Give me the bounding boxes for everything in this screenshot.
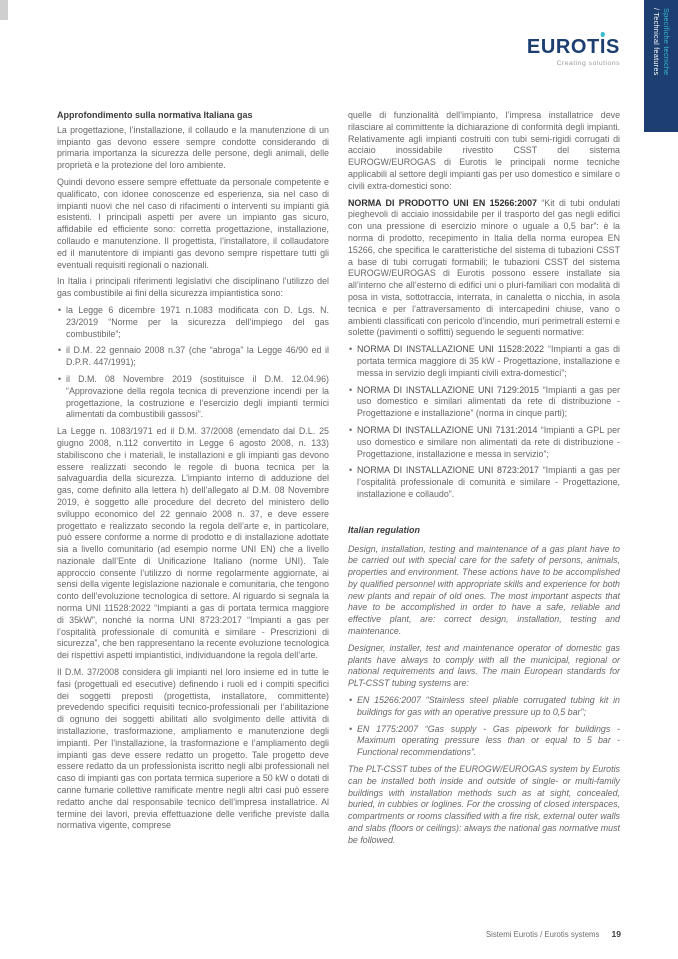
list-item <box>348 385 620 420</box>
paragraph: The PLT-CSST tubes of the EUROGW/EUROGAS system by Eurotis can be installed both inside and outside of single- or multi-family buildings with installation methods such as at sight, concealed, buried, in cubbies or loglines. For the crossing of closed interspaces, compartments or rooms classified with a fire risk, external outer walls and slabs (floors or ceilings): always the national gas normative must be followed. <box>348 764 620 845</box>
product-norm-text: “Kit di tubi ondulati pieghevoli di acciaio inossidabile per il trasporto del gas negli edifici con una pressione di esercizio minore o uguale a 0,5 bar”: è la norma di prodotto, recepimento in Italia della norma europea EN 15266, che specifica le caratteristiche del sistema di tubazioni CSST a base di tubi corrugati formabili; le tubazioni CSST del sistema EUROGW/EUROGAS di Eurotis possono essere installate sia all’interno che all’esterno di edifici uni o pluri-familiari con modalità di posa in vista, sottotraccia, interrata, in canaletta o nicchia, in asola tecnica e per l’attraversamento di intercapedini chiuse, vano o ambienti classificati con pericolo d’incendio, muri perimetrali esterni e solette (pavimenti o soffitti) seguendo le seguenti normative: <box>348 197 620 338</box>
two-column-content <box>57 110 620 852</box>
product-norm-paragraph <box>348 198 620 340</box>
left-column <box>57 110 329 852</box>
paragraph: Designer, installer, test and maintenance operator of domestic gas plants have always to comply with all the municipal, regional or national requirements and laws. The main European standards for PLT-CSST tubing systems are: <box>348 642 620 689</box>
installation-norm-text: “Impianti a gas di portata termica maggiore di 35 kW - Progettazione, installazione e messa in servizio degli impianti civili extra-domestici”; <box>357 344 621 378</box>
list-item <box>348 344 620 379</box>
section-heading: Approfondimento sulla normativa Italiana gas <box>57 110 253 120</box>
installation-norm-text: “Impianti a gas per l’ospitalità professionale di comunità e similare - Progettazione, installazione e collaudo”. <box>357 465 620 499</box>
installation-norm-title: NORMA DI INSTALLAZIONE UNI 7129:2015 <box>357 384 539 395</box>
installation-norm-title: NORMA DI INSTALLAZIONE UNI 8723:2017 <box>357 465 539 476</box>
law-references-list <box>57 305 329 421</box>
page-number: 19 <box>611 929 621 939</box>
en-standards-list <box>348 695 620 759</box>
installation-norm-title: NORMA DI INSTALLAZIONE UNI 7131:2014 <box>357 424 538 435</box>
paragraph: Il D.M. 37/2008 considera gli impianti nel loro insieme ed in tutte le fasi (progettuali ed esecutive) definendo i ruoli ed i compiti specifici dei soggetti preposti (progettista, installatore, committente) prevedendo specifici requisiti tecnico-professionali per l’abilitazione di ognuno dei soggetti abilitati allo svolgimento delle attività di installazione, trasformazione, ampliamento e manutenzione degli impianti. Per l’installazione, la trasformazione e l’ampliamento degli impianti gas deve essere redatto un progetto. Tale progetto deve essere redatto da un professionista iscritto negli albi professionali nel caso di impianti gas con portata termica superiore a 50 kW o dotati di canne fumarie collettive ramificate mentre negli altri casi può essere redatto anche dal responsabile tecnico dell’impresa installatrice. Al termine dei lavori, previa effettuazione delle verifiche previste dalla normativa vigente, comprese <box>57 667 329 831</box>
paragraph: La progettazione, l’installazione, il collaudo e la manutenzione di un impianto gas devono essere sempre condotte considerando di primaria importanza la sicurezza delle persone, degli animali, delle proprietà e la protezione del loro ambiente. <box>57 124 329 171</box>
list-item: • EN 15266:2007 “Stainless steel pliable corrugated tubing kit in buildings for gas with an operative pressure up to 0,5 bar”; <box>348 695 620 719</box>
logo-text-left: EUROT <box>526 36 600 58</box>
logo-text-right: S <box>606 36 620 58</box>
list-item <box>348 425 620 460</box>
section-tab-line-it: Specifiche tecniche <box>662 8 671 76</box>
installation-norms-list <box>348 344 620 501</box>
paragraph: quelle di funzionalità dell’impianto, l’impresa installatrice deve rilasciare al committente la dichiarazione di conformità degli impianti. Relativamente agli impianti costruiti con tubi semi-rigidi corrugati di acciaio inossidabile rivestito CSST del sistema EUROGW/EUROGAS di Eurotis le principali norme tecniche applicabili al settore degli impianti gas per uso domestico e similare o civili extra-domestici sono: <box>348 110 620 191</box>
paragraph: Design, installation, testing and maintenance of a gas plant have to be carried out with special care for the safety of persons, animals, properties and environment. These actions have to be accomplished by qualified personnel with appropriate skills and experience for both new plants and repair of old ones. The most important aspects that have to be accomplished in order to have a safe, reliable and effective plant, are: correct design, installation, testing and maintenance. <box>348 543 620 637</box>
list-item <box>348 465 620 500</box>
list-item: • la Legge 6 dicembre 1971 n.1083 modificata con D. Lgs. N. 23/2019 “Norme per la sicurezza dell’impiego del gas combustibile”; <box>57 305 329 340</box>
list-item: • EN 1775:2007 “Gas supply - Gas pipework for buildings - Maximum operating pressure less than or equal to 5 bar - Functional recommendations”. <box>348 724 620 759</box>
section-tab-text <box>652 8 671 76</box>
list-item: • il D.M. 08 Novembre 2019 (sostituisce il D.M. 12.04.96) “Approvazione della regola tecnica di prevenzione incendi per la progettazione, la costruzione e l’esercizio degli impianti termici alimentati da combustibili gassosi”. <box>57 374 329 421</box>
product-norm-title: NORMA DI PRODOTTO UNI EN 15266:2007 <box>348 197 537 208</box>
page-footer <box>486 929 621 939</box>
english-heading: Italian regulation <box>348 524 421 535</box>
english-translation-section <box>348 525 620 847</box>
paragraph: Quindi devono essere sempre effettuate da personale competente e qualificato, con idonee conoscenze ed esperienza, sia nel caso di impianti nuovi che nel caso di rifacimenti o interventi su impianti già esistenti. I principali aspetti per avere un impianto gas sicuro, affidabile ed efficiente sono: corretta progettazione, installazione, collaudo e manutenzione. Il progettista, l’installatore, il collaudatore ed il manutentore di impianti gas devono sempre rispettare tutti gli eventuali requisiti regionali o nazionali. <box>57 176 329 270</box>
section-tab <box>644 0 678 132</box>
list-item: • il D.M. 22 gennaio 2008 n.37 (che “abroga” la Legge 46/90 ed il D.P.R. 447/1991); <box>57 345 329 369</box>
brand-block <box>527 36 620 67</box>
right-column <box>348 110 620 852</box>
corner-mark <box>0 0 8 20</box>
logo-letter-i: I <box>599 36 607 58</box>
paragraph: In Italia i principali riferimenti legislativi che disciplinano l’utilizzo del gas combustibile ai fini della sicurezza impiantistica sono: <box>57 276 329 299</box>
eurotis-logo <box>527 36 620 58</box>
installation-norm-text: “Impianti a GPL per uso domestico e similare non alimentati da rete di distribuzione - Progettazione, installazione e messa in servizio”; <box>357 424 620 459</box>
brand-tagline: Creating solutions <box>556 60 620 67</box>
paragraph: La Legge n. 1083/1971 ed il D.M. 37/2008 (emendato dal D.L. 25 giugno 2008, n.112 convertito in Legge 6 agosto 2008, n. 133) stabiliscono che i materiali, le installazioni e gli impianti gas devono essere realizzati secondo le regole di buona tecnica per la salvaguardia della sicurezza. L’impianto interno di adduzione del gas, come definito alla lettera h) dell’allegato al D.M. 08 Novembre 2019, è soggetto alle procedure del decreto del ministero dello sviluppo economico del 22 gennaio 2008 n. 37, e deve essere progettato e realizzato secondo la regola dell’arte e, in particolare, può essere conforme a norme di prodotto e di installazione adottate sia a livello comunitario (ad esempio norme UNI EN) che a livello nazionale dall’Ente di Unificazione Italiano (norme UNI). Tale approccio consente l’utilizzo di norme regolarmente aggiornate, ai sensi della vigente legislazione nazionale e comunitaria, che tengono conto dell’evoluzione tecnologica di settore. Al riguardo si segnala la norma UNI 11528:2022 “Impianti a gas di portata termica maggiore di 35kW”, nonché la norma UNI 8723:2017 “Impianti a gas per l’ospitalità professionale di comunità e similare - Prescrizioni di sicurezza”, che ben rappresentano la recente evoluzione tecnologica dei rispettivi aspetti impiantistici, individuandone la regola dell’arte. <box>57 426 329 661</box>
installation-norm-text: “Impianti a gas per uso domestico e similari alimentati da rete di distribuzione - Progettazione e installazione” (norma in cinque parti); <box>357 384 620 419</box>
installation-norm-title: NORMA DI INSTALLAZIONE UNI 11528:2022 <box>357 344 545 355</box>
footer-label: Sistemi Eurotis / Eurotis systems <box>485 930 600 939</box>
section-tab-line-en: / Technical features <box>652 8 662 76</box>
